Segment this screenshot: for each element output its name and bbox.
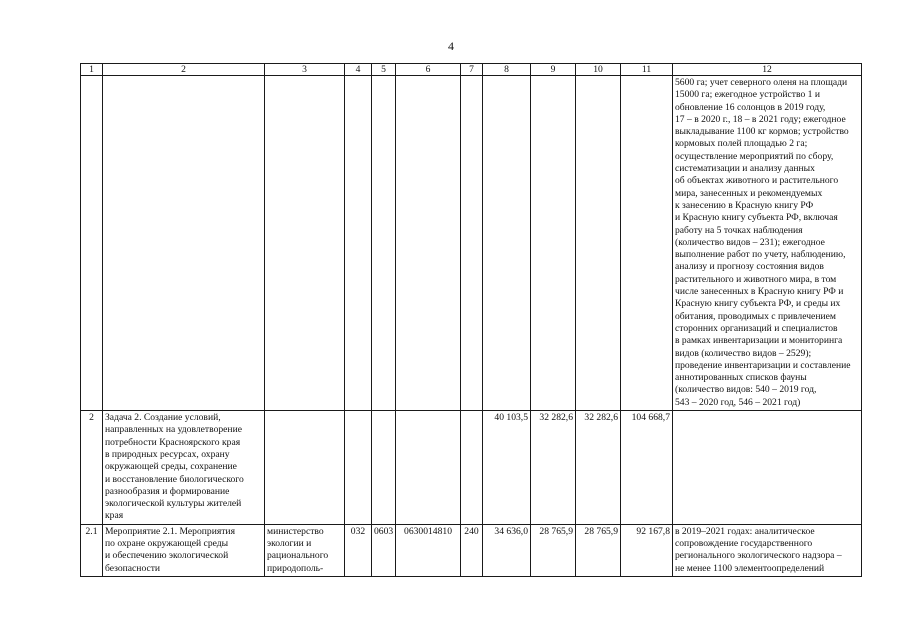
task-col9-value: 32 282,6 bbox=[531, 411, 576, 525]
task-name: Задача 2. Создание условий, направленных на удовлетворение потребности Красноярского края в природных ресурсах, охрану окружающей среды, сохранение и восстановление биологического разнообразия и формирование экологической культуры жителей края bbox=[103, 411, 265, 525]
activity-col8-value: 34 636,0 bbox=[483, 524, 531, 576]
result-line: растительного и животного мира, в том bbox=[675, 273, 837, 285]
header-col-1: 1 bbox=[81, 64, 103, 76]
task-col10-value: 32 282,6 bbox=[576, 411, 621, 525]
result-line: (количество видов – 231); ежегодное bbox=[675, 236, 825, 248]
header-col-6: 6 bbox=[396, 64, 461, 76]
result-line: числе занесенных в Красную книгу РФ и bbox=[675, 286, 844, 298]
row-number: 2.1 bbox=[81, 524, 103, 576]
result-line: видов (количество видов – 2529); bbox=[675, 347, 812, 359]
result-line: работу на 5 точках наблюдения bbox=[675, 224, 803, 236]
result-line: кормовых полей площадью 2 га; bbox=[675, 138, 808, 150]
result-line: выполнение работ по учету, наблюдению, bbox=[675, 249, 846, 261]
result-line: осуществление мероприятий по сбору, bbox=[675, 150, 834, 162]
activity-col4-value: 032 bbox=[345, 524, 372, 576]
activity-result: в 2019–2021 годах: аналитическое сопровождение государственного регионального экологического надзора – не менее 1100 элементоопределений bbox=[673, 524, 862, 576]
activity-col11-value: 92 167,8 bbox=[621, 524, 673, 576]
page-number: 4 bbox=[448, 39, 454, 53]
table-row-activity-2-1 bbox=[81, 524, 862, 576]
result-line: аннотированных списков фауны bbox=[675, 372, 807, 384]
header-col-7: 7 bbox=[461, 64, 483, 76]
header-col-11: 11 bbox=[621, 64, 673, 76]
result-line: проведение инвентаризации и составление bbox=[675, 359, 851, 371]
activity-col6-value: 0630014810 bbox=[396, 524, 461, 576]
budget-table bbox=[80, 63, 862, 577]
result-line: 5600 га; учет северного оленя на площади bbox=[675, 77, 848, 88]
activity-col9-value: 28 765,9 bbox=[531, 524, 576, 576]
result-line: анализу и прогнозу состояния видов bbox=[675, 261, 824, 273]
result-line: 17 – в 2020 г., 18 – в 2021 году; ежегодное bbox=[675, 113, 846, 125]
continuation-result-cell bbox=[673, 76, 862, 411]
task-col11-value: 104 668,7 bbox=[621, 411, 673, 525]
result-line: выкладывание 1100 кг кормов; устройство bbox=[675, 126, 849, 138]
result-line: 15000 га; ежегодное устройство 1 и bbox=[675, 89, 820, 101]
header-col-12: 12 bbox=[673, 64, 862, 76]
header-col-2: 2 bbox=[103, 64, 265, 76]
activity-col10-value: 28 765,9 bbox=[576, 524, 621, 576]
result-line: и Красную книгу субъекта РФ, включая bbox=[675, 212, 838, 224]
header-col-5: 5 bbox=[372, 64, 396, 76]
result-line: (количество видов: 540 – 2019 год, bbox=[675, 384, 817, 396]
activity-executor: министерство экологии и рационального природополь- bbox=[265, 524, 345, 576]
activity-col5-value: 0603 bbox=[372, 524, 396, 576]
result-line: 543 – 2020 год, 546 – 2021 год) bbox=[675, 396, 801, 408]
result-line: Красную книгу субъекта РФ, и среды их bbox=[675, 298, 841, 310]
result-line: к занесению в Красную книгу РФ bbox=[675, 199, 814, 211]
activity-col7-value: 240 bbox=[461, 524, 483, 576]
table-row-task-2 bbox=[81, 411, 862, 525]
header-col-10: 10 bbox=[576, 64, 621, 76]
row-number: 2 bbox=[81, 411, 103, 525]
result-line: сторонних организаций и специалистов bbox=[675, 322, 838, 334]
result-line: систематизации и анализу данных bbox=[675, 163, 815, 175]
result-line: в рамках инвентаризации и мониторинга bbox=[675, 335, 843, 347]
result-line: обитания, проводимых с привлечением bbox=[675, 310, 836, 322]
header-col-3: 3 bbox=[265, 64, 345, 76]
table-row-continuation bbox=[81, 76, 862, 411]
header-col-4: 4 bbox=[345, 64, 372, 76]
header-col-9: 9 bbox=[531, 64, 576, 76]
result-line: об объектах животного и растительного bbox=[675, 175, 839, 187]
task-col8-value: 40 103,5 bbox=[483, 411, 531, 525]
header-col-8: 8 bbox=[483, 64, 531, 76]
activity-name: Мероприятие 2.1. Мероприятия по охране окружающей среды и обеспечению экологической безопасности bbox=[103, 524, 265, 576]
header-row bbox=[81, 64, 862, 76]
result-line: обновление 16 солонцов в 2019 году, bbox=[675, 101, 826, 113]
result-line: мира, занесенных и рекомендуемых bbox=[675, 187, 823, 199]
